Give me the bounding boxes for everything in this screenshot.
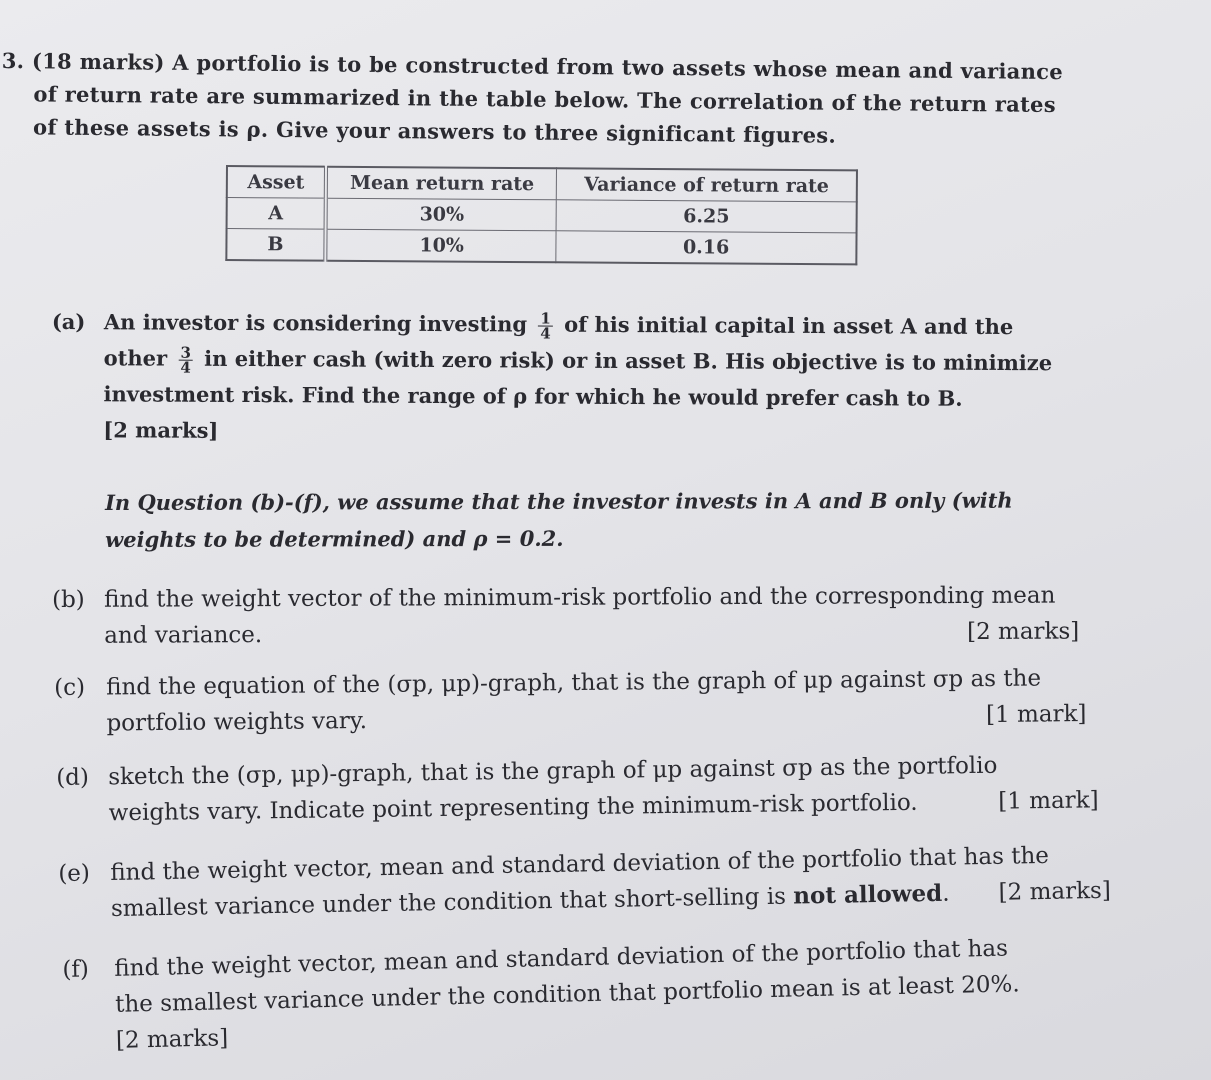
part-a bbox=[51, 304, 1053, 443]
part-e bbox=[58, 837, 1118, 923]
question-number: 3. bbox=[1, 47, 25, 74]
fraction-denominator: 4 bbox=[180, 358, 191, 377]
table-row bbox=[226, 229, 856, 265]
part-d-line-1: sketch the (σp, μp)-graph, that is the graph of μp against σp as the portfolio bbox=[108, 752, 998, 791]
part-e-line-2-post: . bbox=[941, 880, 950, 907]
table-cell: 10% bbox=[325, 229, 556, 262]
part-b-line-2: and variance. bbox=[104, 622, 263, 649]
table-cell: A bbox=[227, 198, 326, 230]
note-line-2: weights to be determined) and ρ = 0.2. bbox=[105, 525, 564, 552]
part-b-marks: [2 marks] bbox=[967, 618, 1080, 646]
part-d-marks: [1 mark] bbox=[998, 787, 1099, 815]
part-c bbox=[54, 660, 1089, 737]
table-header: Mean return rate bbox=[326, 167, 557, 200]
part-a-line-1-pre: An investor is considering investing bbox=[103, 309, 528, 337]
part-c-label: (c) bbox=[54, 674, 86, 701]
fraction-numerator: 1 bbox=[540, 309, 551, 328]
table-cell: 6.25 bbox=[556, 200, 856, 233]
assumption-note bbox=[105, 481, 1085, 558]
part-f-line-1: find the weight vector, mean and standard deviation of the portfolio that has bbox=[114, 935, 1009, 982]
part-a-line-2-pre: other bbox=[103, 345, 168, 371]
part-a-line-1-post: of his initial capital in asset A and the bbox=[564, 311, 1014, 340]
part-a-line-3: investment risk. Find the range of ρ for which he would prefer cash to B. bbox=[103, 381, 963, 411]
part-f-line-2: the smallest variance under the condition that portfolio mean is at least 20%. bbox=[114, 971, 1020, 1018]
part-f bbox=[62, 928, 1132, 1054]
part-c-marks: [1 mark] bbox=[985, 701, 1087, 729]
part-e-line-1: find the weight vector, mean and standard deviation of the portfolio that has the bbox=[110, 842, 1050, 887]
table-cell: 0.16 bbox=[556, 231, 856, 265]
part-d-label: (d) bbox=[56, 764, 90, 791]
intro-line-1: (18 marks) A portfolio is to be constructed from two assets whose mean and variance bbox=[31, 48, 1064, 85]
fraction-denominator: 4 bbox=[540, 324, 551, 343]
part-a-line-2-post: in either cash (with zero risk) or in asset B. His objective is to minimize bbox=[204, 345, 1053, 376]
part-b bbox=[52, 578, 1082, 649]
table-header: Asset bbox=[227, 166, 326, 198]
intro-line-3: of these assets is ρ. Give your answers to three significant figures. bbox=[33, 114, 837, 148]
part-f-label: (f) bbox=[62, 956, 90, 983]
table-row bbox=[227, 198, 857, 233]
assets-table bbox=[225, 165, 858, 265]
part-d bbox=[56, 746, 1101, 827]
part-e-label: (e) bbox=[58, 860, 91, 887]
table-cell: B bbox=[226, 229, 325, 261]
part-e-line-2-pre: smallest variance under the condition that short-selling is bbox=[110, 883, 794, 923]
part-e-marks: [2 marks] bbox=[998, 877, 1112, 906]
part-f-marks: [2 marks] bbox=[115, 1025, 229, 1054]
intro-line-2: of return rate are summarized in the table below. The correlation of the return rates bbox=[33, 81, 1057, 118]
table-header: Variance of return rate bbox=[557, 168, 857, 202]
part-a-label: (a) bbox=[51, 308, 86, 335]
fraction-three-quarters bbox=[178, 343, 193, 377]
table-header-row bbox=[227, 166, 857, 202]
part-b-label: (b) bbox=[52, 586, 85, 613]
question-intro bbox=[1, 44, 1064, 154]
part-c-line-2: portfolio weights vary. bbox=[106, 707, 368, 737]
part-e-not-allowed: not allowed bbox=[793, 879, 943, 910]
part-c-line-1: find the equation of the (σp, μp)-graph, that is the graph of μp against σp as the bbox=[106, 665, 1042, 701]
part-b-line-1: find the weight vector of the minimum-risk portfolio and the corresponding mean bbox=[104, 582, 1056, 613]
part-d-line-2: weights vary. Indicate point representing the minimum-risk portfolio. bbox=[108, 789, 918, 827]
fraction-numerator: 3 bbox=[180, 343, 191, 362]
part-a-marks: [2 marks] bbox=[103, 417, 219, 443]
fraction-one-quarter bbox=[538, 309, 553, 343]
note-line-1: In Question (b)-(f), we assume that the investor invests in A and B only (with bbox=[105, 487, 1013, 515]
table-cell: 30% bbox=[326, 198, 557, 231]
